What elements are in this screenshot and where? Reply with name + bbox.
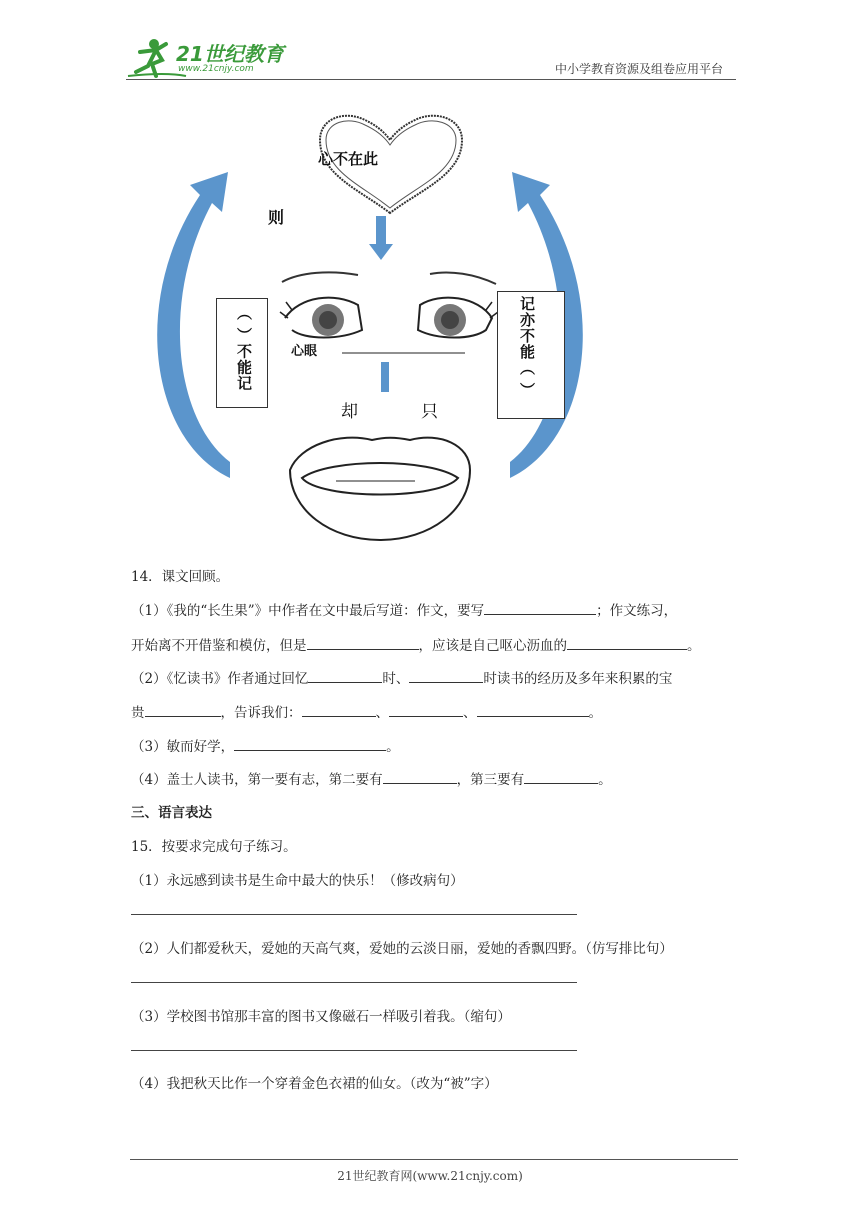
q14-text: 。 <box>588 705 602 721</box>
q14-text: ，应该是自己呕心沥血的 <box>418 638 567 654</box>
q14-text: （4）盖士人读书，第一要有志，第二要有 <box>131 772 383 788</box>
answer-line[interactable] <box>131 914 577 915</box>
header-platform-text: 中小学教育资源及组卷应用平台 <box>554 62 723 76</box>
q14-text: 、 <box>375 705 389 721</box>
que-label: 却 <box>341 402 358 422</box>
q15-title: 15．按要求完成句子练习。 <box>131 839 297 855</box>
q14-text: （3）敏而好学， <box>131 739 235 755</box>
q15-item-3: （3）学校图书馆那丰富的图书又像磁石一样吸引着我。（缩句） <box>131 1009 511 1025</box>
answer-blank[interactable] <box>477 702 589 717</box>
answer-blank[interactable] <box>307 635 419 650</box>
header-divider <box>126 79 736 80</box>
right-eye-icon <box>418 298 498 338</box>
q14-text: ；作文练习， <box>596 603 678 619</box>
left-box-text: （ ）不能记 <box>235 305 253 392</box>
q14-item-3 <box>131 735 400 755</box>
logo-text: 21世纪教育 <box>176 42 284 66</box>
q14-item-2-line-1 <box>131 667 672 687</box>
section-3-title: 三、语言表达 <box>131 805 212 821</box>
down-arrow-icon <box>369 216 393 260</box>
answer-blank[interactable] <box>234 736 386 751</box>
answer-blank[interactable] <box>389 702 463 717</box>
answer-blank[interactable] <box>524 769 598 784</box>
q14-item-4 <box>131 768 612 788</box>
q14-text: 开始离不开借鉴和模仿，但是 <box>131 638 307 654</box>
footer-divider <box>130 1159 738 1160</box>
zhi-label: 只 <box>421 402 438 422</box>
q14-text: 。 <box>598 772 612 788</box>
q14-text: 时读书的经历及多年来积累的宝 <box>483 671 673 687</box>
answer-blank[interactable] <box>383 769 457 784</box>
answer-blank[interactable] <box>567 635 687 650</box>
answer-blank[interactable] <box>145 702 221 717</box>
q14-text: 。 <box>386 739 400 755</box>
ze-label: 则 <box>268 208 285 227</box>
answer-line[interactable] <box>131 1050 577 1051</box>
heart-label: 心不在此 <box>318 150 379 168</box>
answer-blank[interactable] <box>484 600 596 615</box>
mouth-icon <box>290 438 470 540</box>
q14-item-1-line-2 <box>131 634 701 654</box>
q14-item-2-line-2 <box>131 701 602 721</box>
q14-text: 时、 <box>382 671 410 687</box>
right-box-text: 记亦不能（ ） <box>518 296 536 399</box>
footer-text: 21世纪教育网(www.21cnjy.com) <box>337 1169 523 1183</box>
page-header <box>0 0 860 90</box>
q14-text: （2）《忆读书》作者通过回忆 <box>131 671 309 687</box>
q14-text: ，第三要有 <box>456 772 525 788</box>
answer-line[interactable] <box>131 982 577 983</box>
q15-item-4: （4）我把秋天比作一个穿着金色衣裙的仙女。（改为“被”字） <box>131 1076 498 1092</box>
q14-title: 14．课文回顾。 <box>131 569 230 585</box>
answer-blank[interactable] <box>302 702 376 717</box>
xinyan-label: 心眼 <box>291 344 318 359</box>
q15-item-2: （2）人们都爱秋天，爱她的天高气爽，爱她的云淡日丽，爱她的香飘四野。（仿写排比句） <box>131 941 673 957</box>
q14-text: 。 <box>687 638 701 654</box>
left-eye-icon <box>280 298 362 338</box>
logo-url: www.21cnjy.com <box>178 64 254 74</box>
q14-text: 贵 <box>131 705 145 721</box>
answer-blank[interactable] <box>409 668 483 683</box>
q15-item-1: （1）永远感到读书是生命中最大的快乐！（修改病句） <box>131 873 464 889</box>
q14-text: 、 <box>463 705 477 721</box>
answer-blank[interactable] <box>308 668 382 683</box>
q14-text: ，告诉我们： <box>220 705 302 721</box>
q14-text: （1）《我的“长生果”》中作者在文中最后写道：作文，要写 <box>131 603 485 619</box>
q14-item-1-line-1 <box>131 599 677 619</box>
